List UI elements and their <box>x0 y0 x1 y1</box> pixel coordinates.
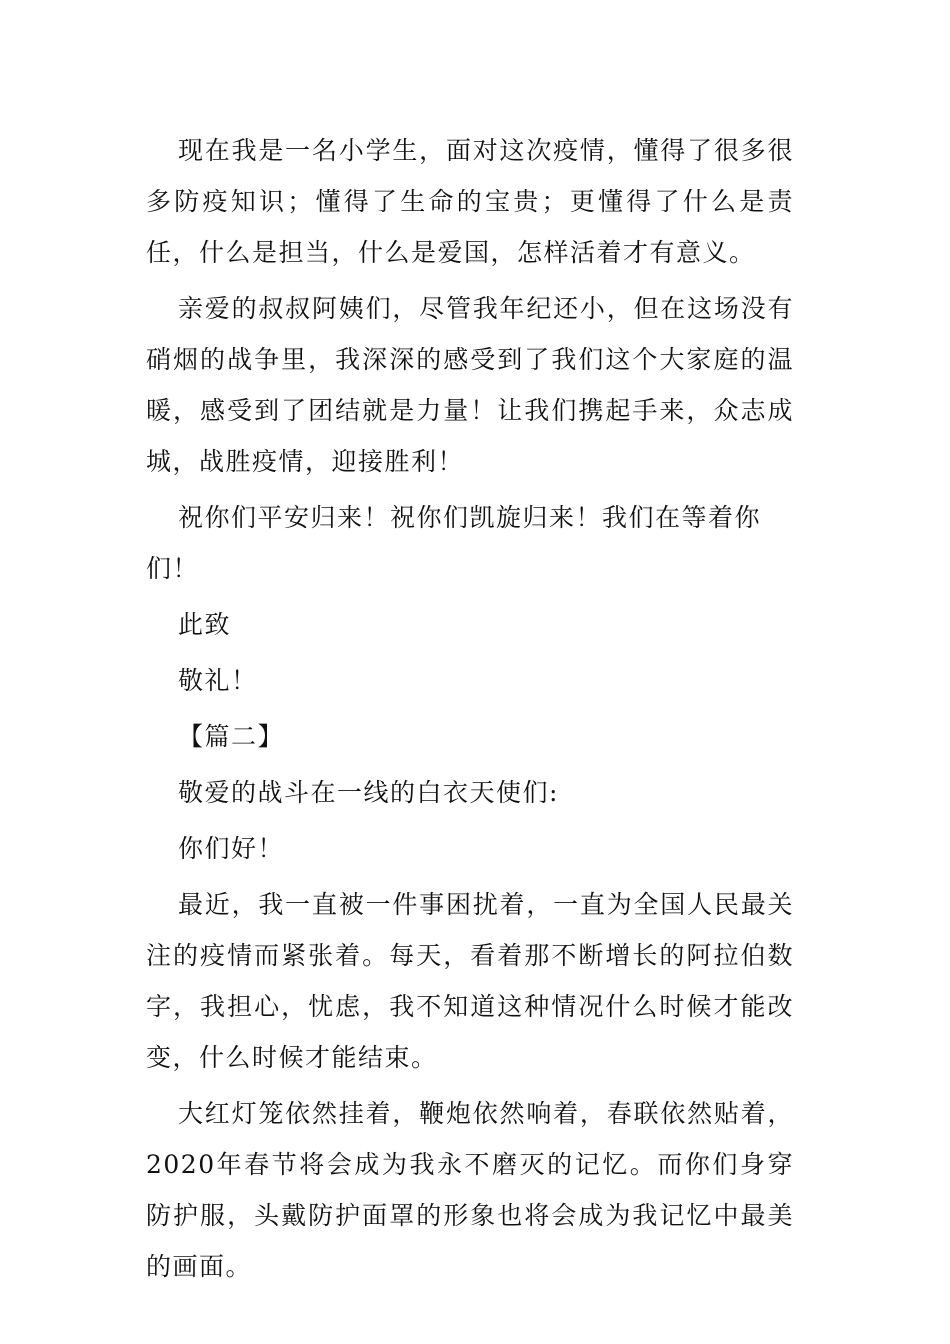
paragraph-worry: 最近，我一直被一件事困扰着，一直为全国人民最关注的疫情而紧张着。每天，看着那不断增长的阿拉伯数字，我担心，忧虑，我不知道这种情况什么时候才能改变，什么时候才能结束。 <box>146 890 794 1072</box>
section-heading-part-two: 【篇二】 <box>178 722 285 751</box>
salutation: 敬爱的战斗在一线的白衣天使们: <box>178 778 559 807</box>
greeting: 你们好！ <box>178 834 285 863</box>
paragraph-wishes: 祝你们平安归来！祝你们凯旋归来！我们在等着你们！ <box>146 503 762 583</box>
paragraph-duty: 现在我是一名小学生，面对这次疫情，懂得了很多很多防疫知识；懂得了生命的宝贵；更懂得了什么是责任，什么是担当，什么是爱国，怎样活着才有意义。 <box>146 136 794 267</box>
closing-cizhi: 此致 <box>178 610 232 639</box>
document-body <box>146 125 794 1297</box>
paragraph-spring-festival: 大红灯笼依然挂着，鞭炮依然响着，春联依然贴着，2020年春节将会成为我永不磨灭的记忆。而你们身穿防护服，头戴防护面罩的形象也将会成为我记忆中最美的画面。 <box>146 1099 794 1281</box>
closing-jingli: 敬礼！ <box>178 666 258 695</box>
paragraph-unity: 亲爱的叔叔阿姨们，尽管我年纪还小，但在这场没有硝烟的战争里，我深深的感受到了我们这个大家庭的温暖，感受到了团结就是力量！让我们携起手来，众志成城，战胜疫情，迎接胜利！ <box>146 294 794 476</box>
